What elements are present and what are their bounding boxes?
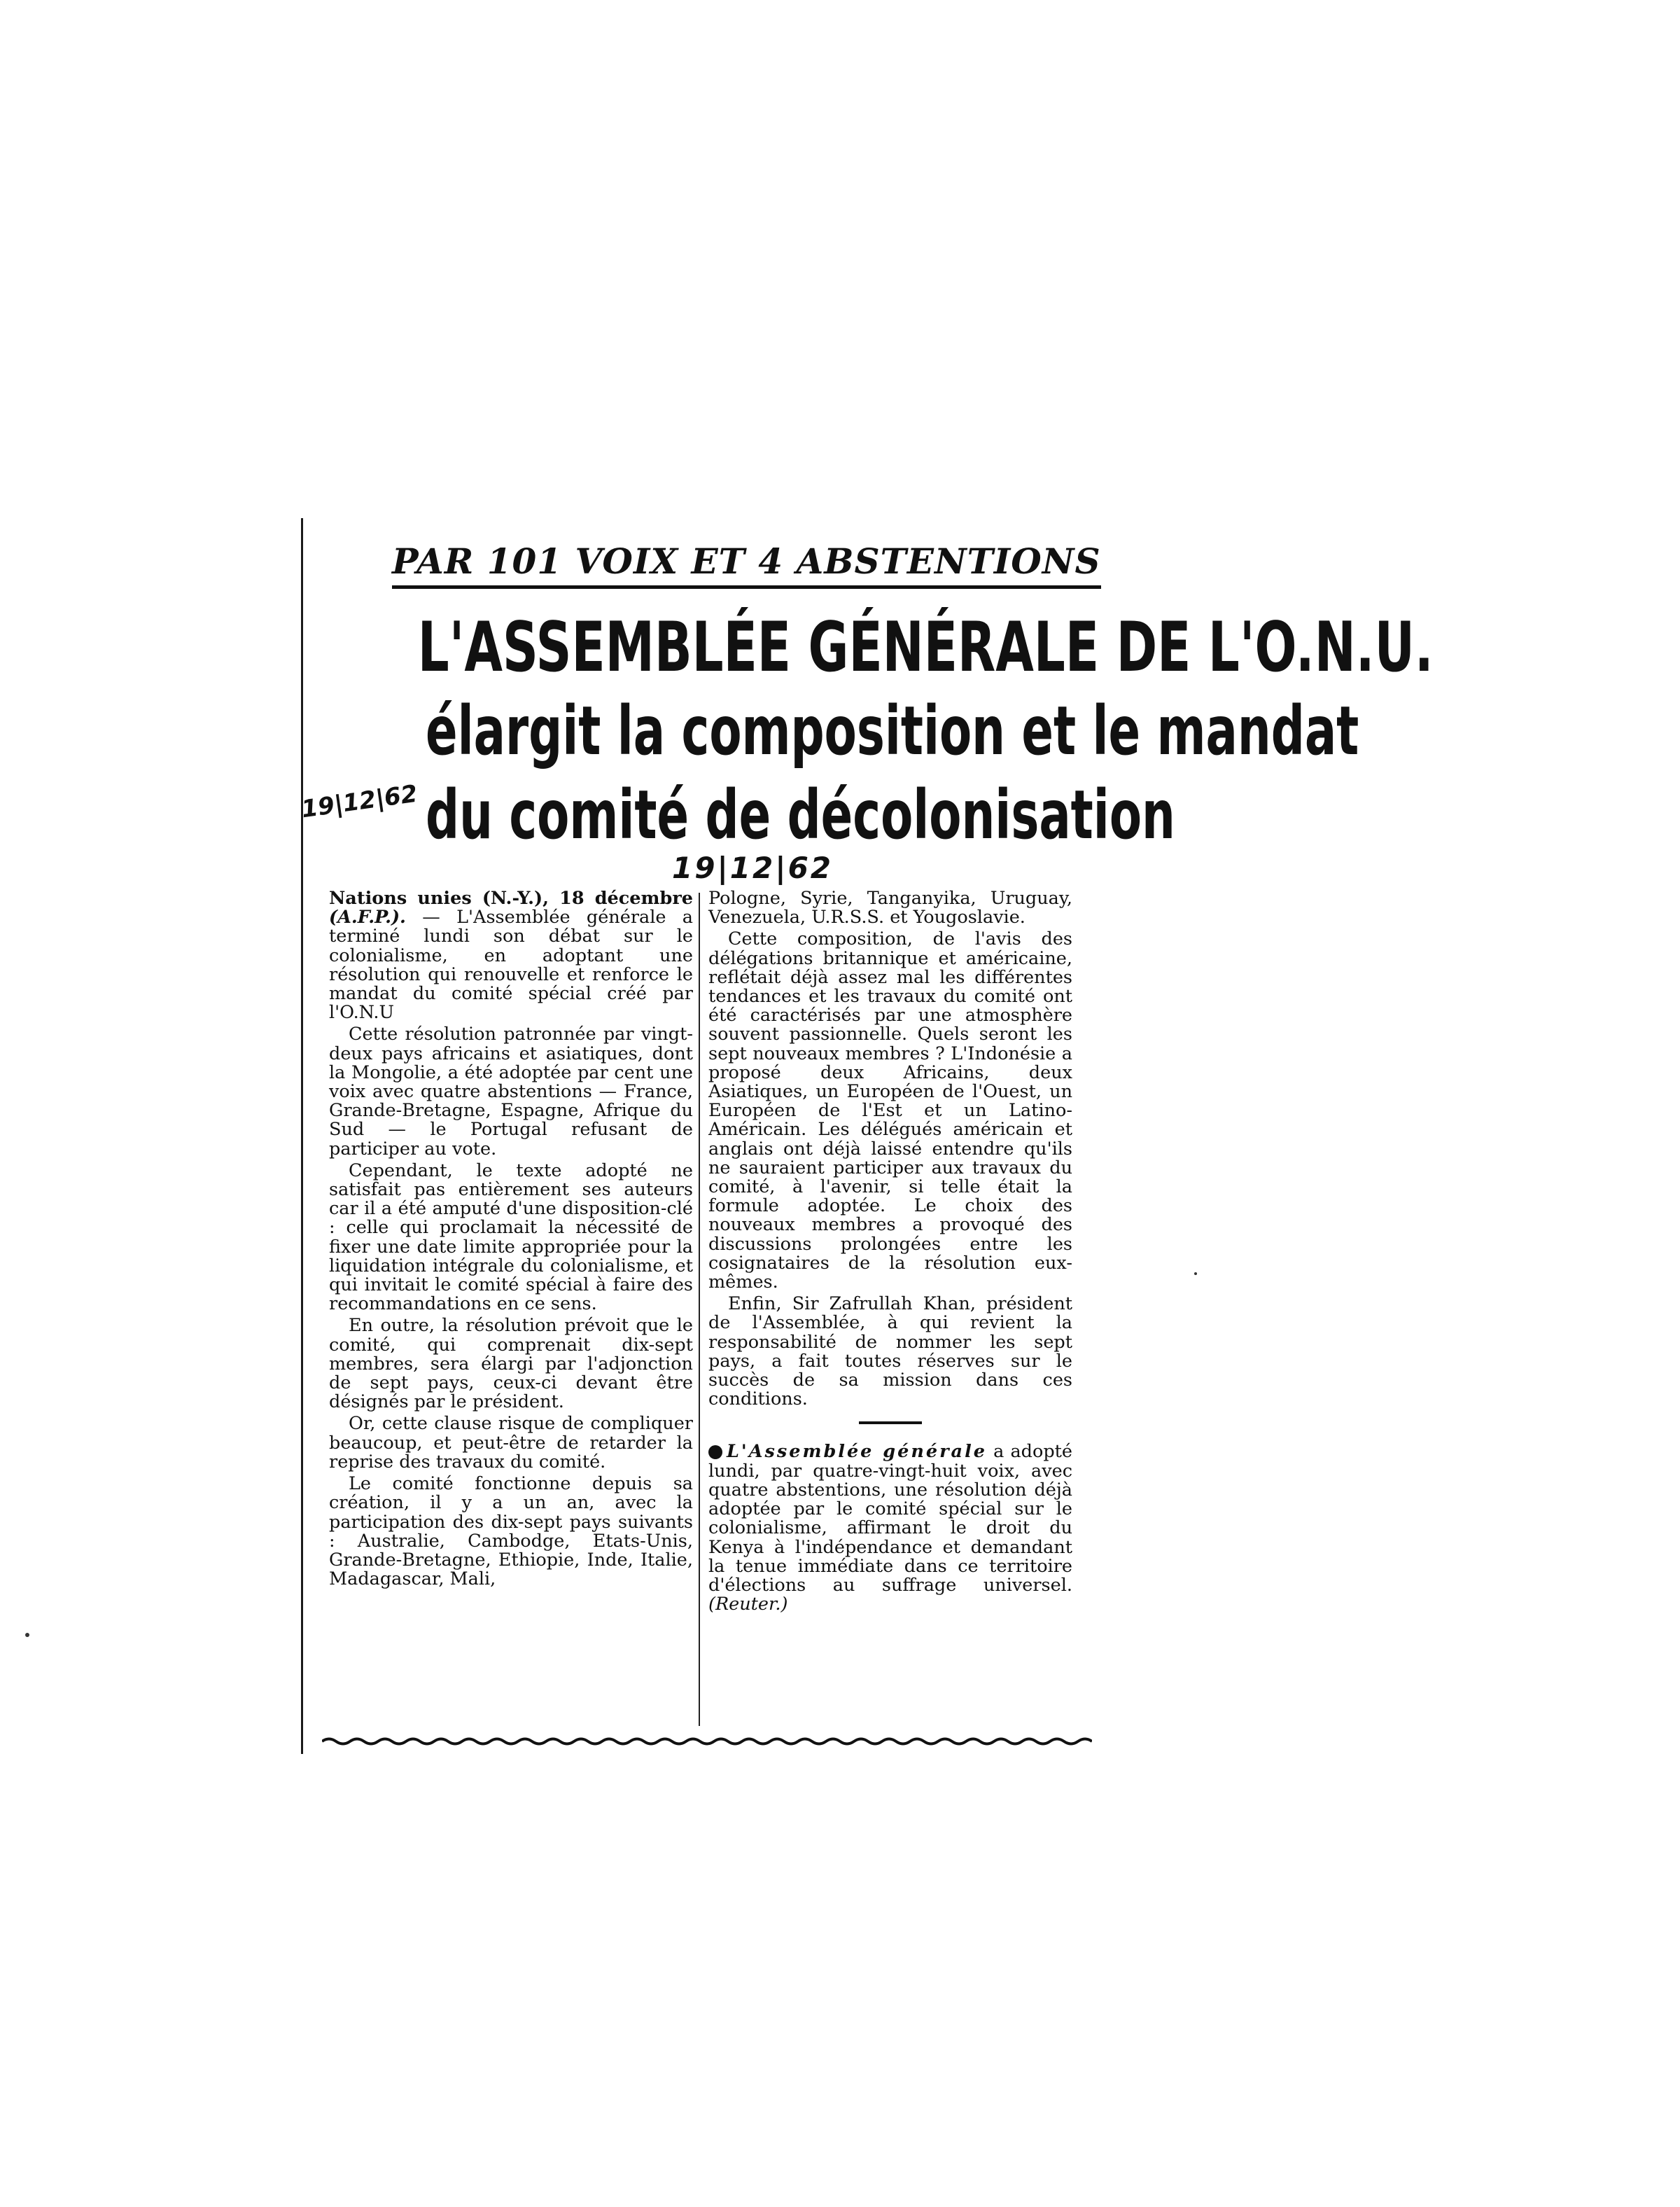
left-margin-rule	[301, 518, 303, 1754]
agency-credit: (A.F.P.).	[329, 907, 406, 928]
bottom-decorative-rule	[322, 1736, 1092, 1746]
scan-speck	[25, 1633, 29, 1637]
article-paragraph: Or, cette clause risque de compliquer beaucoup, et peut-être de retarder la reprise des travaux du comité.	[329, 1413, 693, 1473]
dateline: Nations unies (N.-Y.), 18 décembre	[329, 888, 693, 909]
headline-line-2: élargit la composition et le mandat	[426, 692, 1359, 770]
scan-speck	[1194, 1272, 1197, 1275]
headline-line-3: du comité de décolonisation	[426, 776, 1175, 854]
news-brief	[708, 1442, 1072, 1614]
brief-text: a adopté lundi, par quatre-vingt-huit voix, avec quatre abstentions, une résolution déjà adoptée par le comité spécial sur le colonialisme, affirmant le droit du Kenya à l'indépendance et demandant la tenue immédiate dans ce territoire d'élections au suffrage universel.	[708, 1441, 1072, 1596]
article-paragraph: Pologne, Syrie, Tanganyika, Uruguay, Venezuela, U.R.S.S. et Yougoslavie.	[708, 888, 1072, 928]
article-paragraph: Cette résolution patronnée par vingt-deux pays africains et asiatiques, dont la Mongolie, a été adoptée par cent une voix avec quatre abstentions — France, Grande-Bretagne, Espagne, Afrique du Sud — le Portugal refusant de participer au vote.	[329, 1024, 693, 1160]
brief-source: (Reuter.)	[708, 1594, 788, 1615]
kicker-headline: PAR 101 VOIX ET 4 ABSTENTIONS	[392, 539, 1101, 589]
article-column-right	[708, 889, 1072, 1617]
headline-line-1: L'ASSEMBLÉE GÉNÉRALE DE L'O.N.U.	[417, 608, 1434, 688]
section-separator	[859, 1421, 922, 1424]
handwritten-date-under-headline: 19|12|62	[672, 851, 834, 885]
article-paragraph: Cette composition, de l'avis des délégations britannique et américaine, reflétait déjà assez mal les différentes tendances et les travaux du comité ont été caractérisés par une atmosphère souvent passionnelle. Quels seront les sept nouveaux membres ? L'Indonésie a proposé deux Africains, deux Asiatiques, un Européen de l'Ouest, un Européen de l'Est et un Latino-Américain. Les délégués américain et anglais ont déjà laissé entendre qu'ils ne sauraient participer aux travaux du comité, à l'avenir, si telle était la formule adoptée. Le choix des nouveaux membres a provoqué des discussions prolongées entre les cosignataires de la résolution eux-mêmes.	[708, 928, 1072, 1293]
handwritten-date-margin: 19|12|62	[300, 779, 419, 824]
bullet-dot-icon	[708, 1445, 722, 1459]
article-column-left	[329, 889, 693, 1592]
newspaper-clipping	[300, 518, 1434, 1764]
article-paragraph: Cependant, le texte adopté ne satisfait pas entièrement ses auteurs car il a été amputé d'une disposition-clé : celle qui proclamait la nécessité de fixer une date limite appropriée pour la liquidation intégrale du colonialisme, et qui invitait le comité spécial à faire des recommandations en ce sens.	[329, 1160, 693, 1315]
article-paragraph: Le comité fonctionne depuis sa création, il y a un an, avec la participation des dix-sept pays suivants : Australie, Cambodge, Etats-Unis, Grande-Bretagne, Ethiopie, Inde, Italie, Madagascar, Mali,	[329, 1473, 693, 1590]
lead-text: — L'Assemblée générale a terminé lundi son débat sur le colonialisme, en adoptant une résolution qui renouvelle et renforce le mandat du comité spécial créé par l'O.N.U	[329, 907, 693, 1024]
brief-lead: L'Assemblée générale	[727, 1441, 987, 1463]
article-paragraph: Enfin, Sir Zafrullah Khan, président de l'Assemblée, à qui revient la responsabilité de nommer les sept pays, a fait toutes réserves sur le succès de sa mission dans ces conditions.	[708, 1293, 1072, 1410]
article-paragraph: En outre, la résolution prévoit que le comité, qui comprenait dix-sept membres, sera élargi par l'adjonction de sept pays, ceux-ci devant être désignés par le président.	[329, 1315, 693, 1413]
column-divider	[699, 893, 700, 1726]
article-lead-paragraph	[329, 889, 693, 1022]
